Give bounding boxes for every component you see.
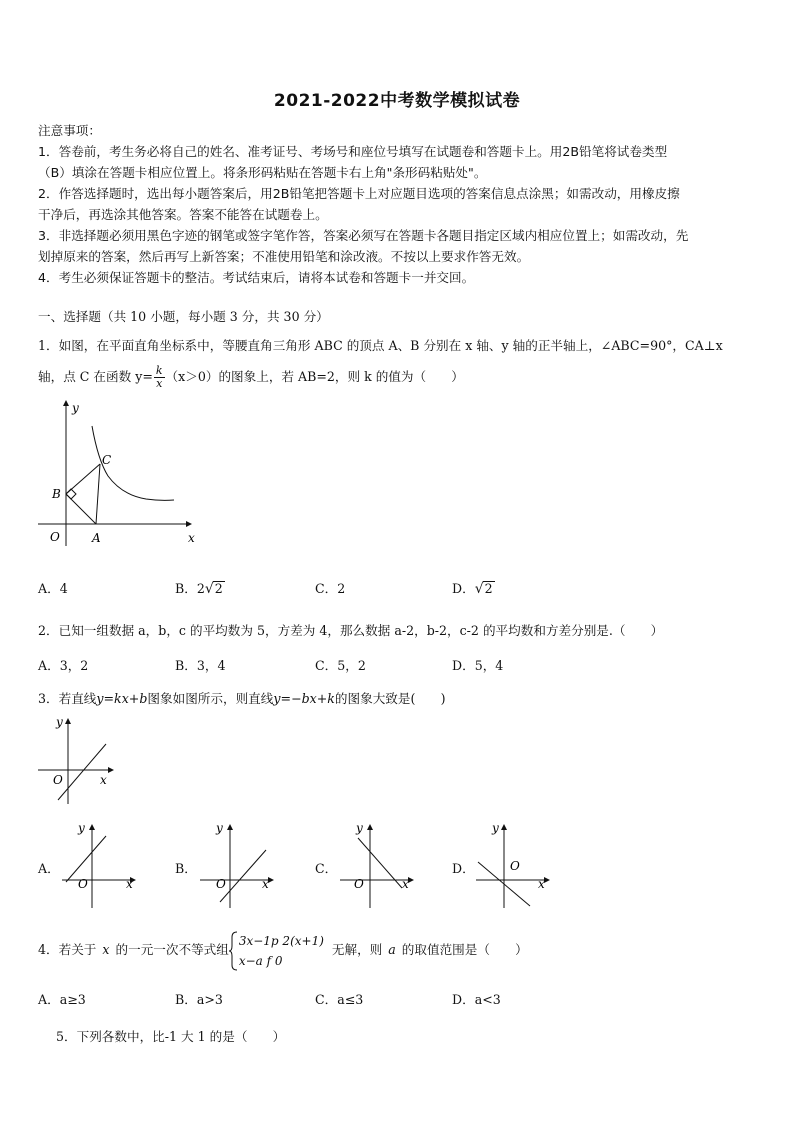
question-5: 5．下列各数中，比-1 大 1 的是（ ） [56,1029,286,1044]
label-o: O [78,877,88,891]
label-y: y [78,821,85,835]
q1-text-pre: 轴，点 C 在函数 y= [38,369,153,384]
note-line: 2．作答选择题时，选出每小题答案后，用2B铅笔把答题卡上对应题目选项的答案信息点涂黑；如需改动，用橡皮擦 [38,186,680,201]
x-axis-arrow [186,521,192,527]
label-y: y [356,821,363,835]
q2-option-d[interactable]: D．5，4 [452,658,504,673]
label-o: O [510,859,520,873]
q1-option-d-text: D． [452,581,475,596]
label-y: y [56,715,63,729]
label-x: x [262,877,269,891]
segment-ac [96,464,100,524]
question-3 [38,688,446,707]
note-line: 4．考生必须保证答题卡的整洁。考试结束后，请将本试卷和答题卡一并交回。 [38,270,475,285]
label-o: O [50,530,60,544]
label-x: x [402,877,409,891]
sqrt-icon: √ [204,581,214,597]
q4-text-post: 无解，则 [331,942,383,957]
q3-option-c-graph[interactable] [336,820,420,912]
x-axis-arrow [408,877,414,883]
q2-option-c[interactable]: C．5，2 [315,658,366,673]
label-y: y [492,821,499,835]
page-title: 2021-2022中考数学模拟试卷 [273,91,521,111]
brace-icon [229,931,238,971]
fraction-denominator: x [156,377,163,390]
label-o: O [53,773,63,787]
label-o: O [354,877,364,891]
q4-option-a[interactable]: A．a≥3 [38,992,86,1007]
question-2: 2．已知一组数据 a，b，c 的平均数为 5，方差为 4，那么数据 a-2，b-2，c-2 的平均数和方差分别是.（ ） [38,623,664,638]
q4-text-pre: 4．若关于 [38,942,97,957]
label-y: y [216,821,223,835]
q3-text-pre: 3．若直线 [38,691,97,706]
x-axis-arrow [108,767,114,773]
q4-var-x: x [102,942,110,957]
y-axis-arrow [63,400,69,406]
label-x: x [538,877,545,891]
x-axis-arrow [268,877,274,883]
y-axis-arrow [65,718,71,724]
q1-figure [34,398,204,548]
question-1-line-1: 1．如图，在平面直角坐标系中，等腰直角三角形 ABC 的顶点 A、B 分别在 x 轴、y 轴的正半轴上，∠ABC=90°，CA⊥x [38,338,723,353]
fraction-numerator: k [155,364,163,377]
q3-option-a-label[interactable]: A． [38,861,60,876]
q3-option-b-graph[interactable] [196,820,280,912]
label-y: y [72,401,79,415]
y-axis-arrow [501,824,507,830]
question-4 [38,928,528,972]
label-o: O [216,877,226,891]
note-line: 干净后，再选涂其他答案。答案不能答在试题卷上。 [38,207,328,222]
inequality-2: x−a f 0 [238,953,283,968]
line-graph [66,836,106,882]
q3-eq-1: y=kx+b [96,691,148,706]
y-axis-arrow [367,824,373,830]
fraction-k-over-x [154,365,165,390]
note-line: 划掉原来的答案，然后再写上新答案；不准使用铅笔和涂改液。不按以上要求作答无效。 [38,249,530,264]
inequality-1: 3x−1p 2(x+1) [238,933,324,948]
q3-given-graph [36,714,116,806]
q3-option-a-graph[interactable] [58,820,142,912]
sqrt-icon: √ [474,581,484,597]
y-axis-arrow [227,824,233,830]
q3-option-b-label[interactable]: B． [175,861,197,876]
q3-option-d-label[interactable]: D． [452,861,475,876]
q4-option-b[interactable]: B．a>3 [175,992,223,1007]
label-x: x [126,877,133,891]
q4-text-mid: 的一元一次不等式组 [115,942,229,957]
line-graph [58,744,106,800]
label-x: x [188,531,195,545]
q3-text-mid: 图象如图所示，则直线 [147,691,274,706]
x-axis-arrow [544,877,550,883]
label-a: A [92,531,101,545]
q1-option-c[interactable]: C．2 [315,581,346,596]
q4-text-post-2: 的取值范围是（ ） [401,942,528,957]
q2-option-a[interactable]: A．3，2 [38,658,89,673]
sqrt-radicand: 2 [214,581,223,596]
q1-option-b-text: B．2 [175,581,205,596]
question-1-line-2 [38,364,464,390]
inequality-system [229,931,324,971]
q1-option-b[interactable] [175,578,225,597]
q4-option-d[interactable]: D．a<3 [452,992,501,1007]
q1-option-a[interactable]: A．4 [38,581,68,596]
label-x: x [100,773,107,787]
right-angle-mark [66,489,76,499]
sqrt-radicand: 2 [484,581,493,596]
y-axis-arrow [89,824,95,830]
note-line: 3．非选择题必须用黑色字迹的钢笔或签字笔作答，答案必须写在答题卡各题目指定区域内相应位置上；如需改动，先 [38,228,689,243]
label-c: C [102,453,112,467]
note-line: （B）填涂在答题卡相应位置上。将条形码粘贴在答题卡右上角"条形码粘贴处"。 [38,165,487,180]
q3-option-c-label[interactable]: C． [315,861,338,876]
q4-var-a: a [388,942,396,957]
q3-option-d-graph[interactable] [472,820,556,912]
q1-text-post: （x＞0）的图象上，若 AB=2，则 k 的值为（ ） [165,369,464,384]
section-heading: 一、选择题（共 10 小题，每小题 3 分，共 30 分） [38,309,329,324]
q3-eq-2: y=−bx+k [273,691,335,706]
q4-option-c[interactable]: C．a≤3 [315,992,364,1007]
notes-heading: 注意事项： [38,123,101,138]
line-graph [220,850,266,902]
q1-option-d[interactable] [452,578,495,597]
label-b: B [52,487,61,501]
q2-option-b[interactable]: B．3，4 [175,658,226,673]
q3-text-post: 的图象大致是( ) [334,691,446,706]
note-line: 1．答卷前，考生务必将自己的姓名、准考证号、考场号和座位号填写在试题卷和答题卡上。用2B铅笔将试卷类型 [38,144,668,159]
